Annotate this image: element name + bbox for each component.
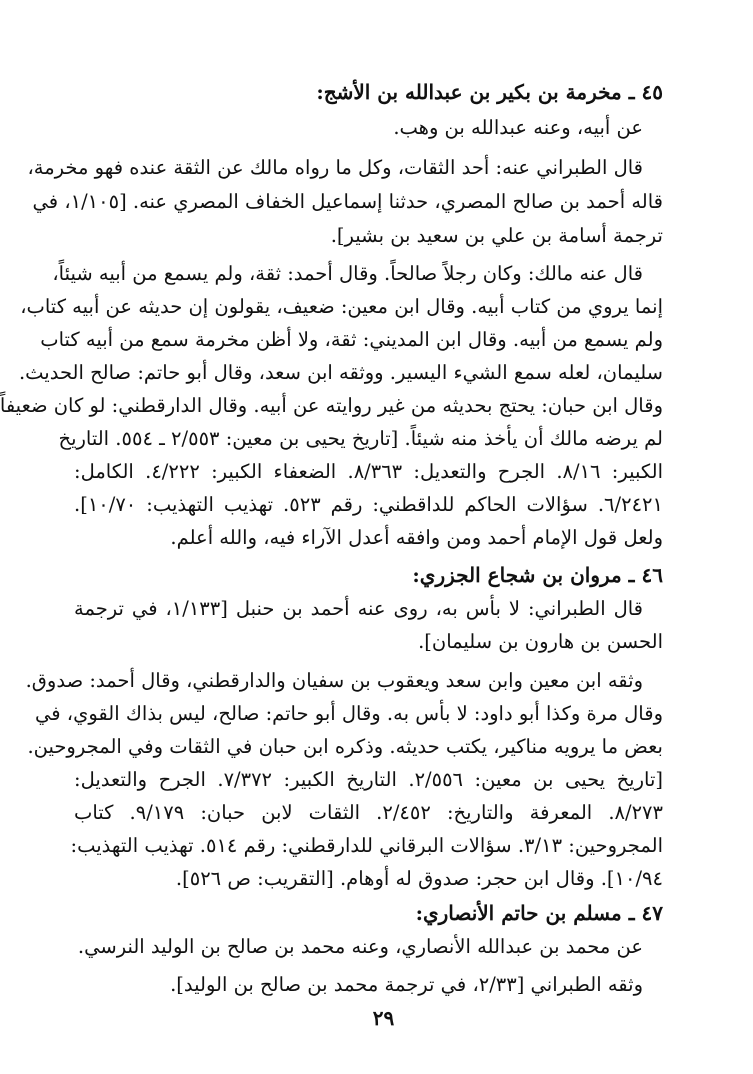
text-line: قال الطبراني عنه: أحد الثقات، وكل ما رواه مالك عن الثقة عنده فهو مخرمة، [27, 156, 643, 179]
page-number: ٢٩ [372, 1006, 395, 1030]
text-line: قال الطبراني: لا بأس به، روى عنه أحمد بن حنبل [١/١٣٣، في ترجمة [74, 597, 644, 620]
text-line: ١٠/٩٤]. وقال ابن حجر: صدوق له أوهام. [التقريب: ص ٥٢٦]. [175, 867, 663, 890]
text-line: ولعل قول الإمام أحمد ومن وافقه أعدل الآراء فيه، والله أعلم. [170, 526, 663, 549]
text-line: وثقه الطبراني [٢/٣٣، في ترجمة محمد بن صالح بن الوليد]. [170, 973, 643, 996]
text-line: عن أبيه، وعنه عبدالله بن وهب. [393, 116, 643, 139]
entry-heading: ٤٥ ـ مخرمة بن بكير بن عبدالله بن الأشج: [316, 80, 663, 104]
text-line: قال عنه مالك: وكان رجلاً صالحاً. وقال أحمد: ثقة، ولم يسمع من أبيه شيئاً، [52, 262, 643, 285]
text-line: ٦/٢٤٢١. سؤالات الحاكم للداقطني: رقم ٥٢٣. تهذيب التهذيب: ١٠/٧٠]. [74, 493, 663, 516]
text-line: إنما يروي من كتاب أبيه. وقال ابن معين: ضعيف، يقولون إن حديثه عن أبيه كتاب، [20, 295, 663, 318]
text-line: سليمان، لعله سمع الشيء اليسير. ووثقه ابن سعد، وقال أبو حاتم: صالح الحديث. [18, 361, 663, 384]
text-line: وقال مرة وكذا أبو داود: لا بأس به. وقال أبو حاتم: صالح، ليس بذاك القوي، في [35, 702, 663, 725]
text-line: بعض ما يرويه مناكير، يكتب حديثه. وذكره ابن حبان في الثقات وفي المجروحين. [27, 735, 663, 758]
text-line: ولم يسمع من أبيه. وقال ابن المديني: ثقة، ولا أظن مخرمة سمع من أبيه كتاب [40, 328, 663, 351]
text-line: عن محمد بن عبدالله الأنصاري، وعنه محمد بن صالح بن الوليد النرسي. [77, 935, 643, 958]
text-line: لم يرضه مالك أن يأخذ منه شيئاً. [تاريخ يحيى بن معين: ٢/٥٥٣ ـ ٥٥٤. التاريخ [58, 427, 663, 450]
text-line: الكبير: ٨/١٦. الجرح والتعديل: ٨/٣٦٣. الضعفاء الكبير: ٤/٢٢٢. الكامل: [74, 460, 664, 483]
entry-heading: ٤٧ ـ مسلم بن حاتم الأنصاري: [415, 901, 663, 925]
text-line: قاله أحمد بن صالح المصري، حدثنا إسماعيل الخفاف المصري عنه. [١/١٠٥، في [32, 190, 663, 213]
text-line: المجروحين: ٣/١٣. سؤالات البرقاني للدارقطني: رقم ٥١٤. تهذيب التهذيب: [70, 834, 663, 857]
text-line: ٨/٢٧٣. المعرفة والتاريخ: ٢/٤٥٢. الثقات لابن حبان: ٩/١٧٩. كتاب [74, 801, 663, 824]
text-line: وثقه ابن معين وابن سعد ويعقوب بن سفيان والدارقطني، وقال أحمد: صدوق. [25, 669, 643, 692]
text-line: الحسن بن هارون بن سليمان]. [418, 630, 663, 653]
entry-heading: ٤٦ ـ مروان بن شجاع الجزري: [412, 563, 663, 587]
text-line: وقال ابن حبان: يحتج بحديثه من غير روايته عن أبيه. وقال الدارقطني: لو كان ضعيفاً [0, 394, 663, 417]
text-line: ترجمة أسامة بن علي بن سعيد بن بشير]. [330, 224, 663, 247]
text-line: [تاريخ يحيى بن معين: ٢/٥٥٦. التاريخ الكبير: ٧/٣٧٢. الجرح والتعديل: [74, 768, 663, 791]
